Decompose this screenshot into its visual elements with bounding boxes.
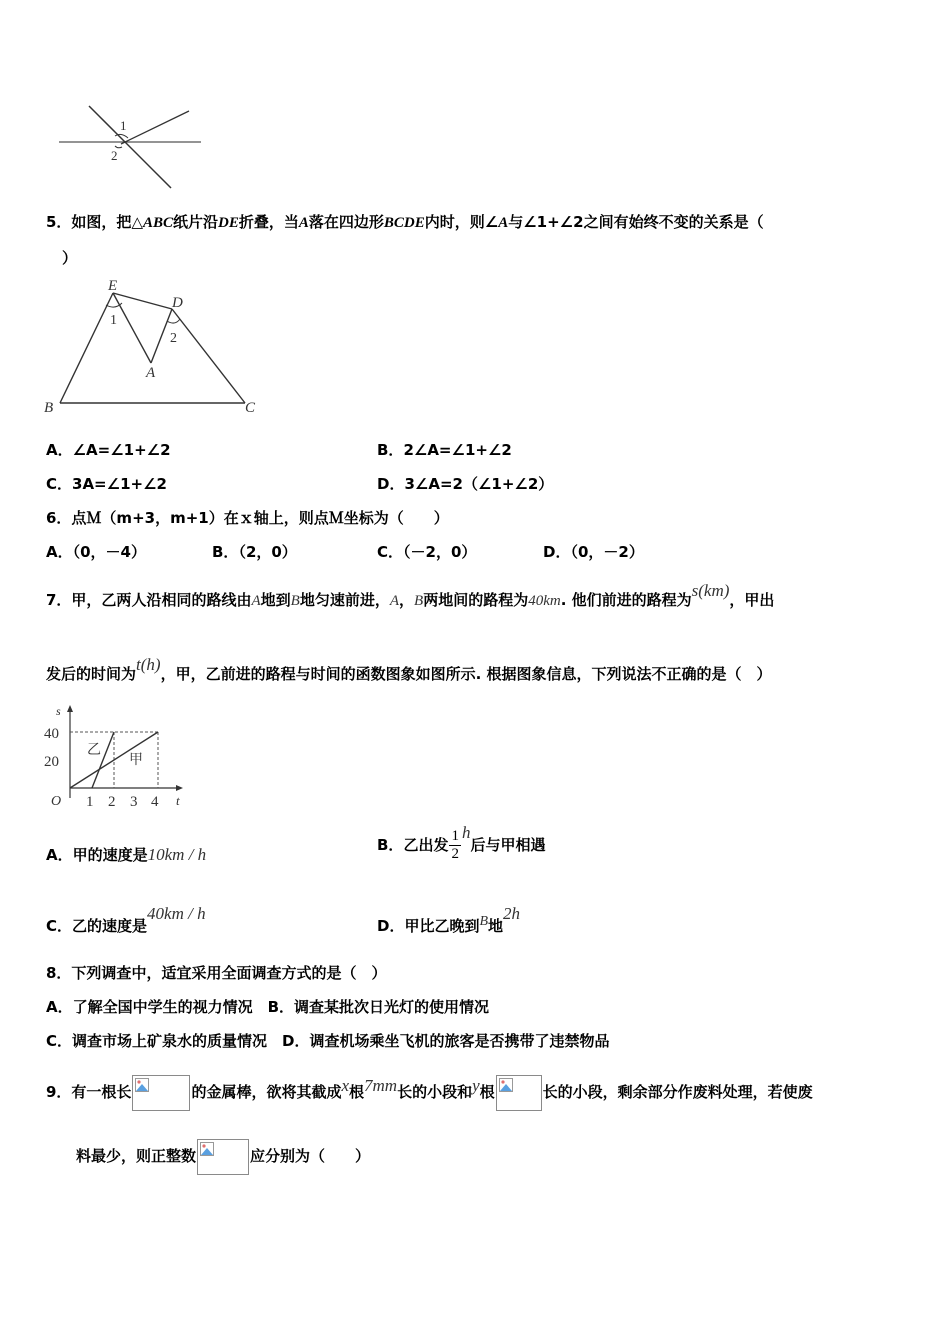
- x-tick-1: 1: [86, 794, 94, 810]
- q5-option-c[interactable]: C．3A=∠1+∠2: [46, 475, 167, 493]
- label-1: 1: [110, 313, 117, 328]
- y-axis-label: s: [56, 704, 61, 718]
- y-tick-20: 20: [44, 754, 59, 770]
- label-B: B: [44, 400, 54, 416]
- label-yi: 乙: [87, 743, 101, 758]
- q5-option-d[interactable]: D．3∠A=2（∠1+∠2）: [377, 475, 554, 493]
- q6-stem: 6．点Ｍ（m+3，m+1）在ｘ轴上，则点Ｍ坐标为（ ）: [46, 509, 449, 527]
- broken-image-length-2: [496, 1075, 542, 1111]
- q7-option-c[interactable]: C．乙的速度是40km / h: [46, 904, 206, 935]
- label-angle-2: 2: [111, 148, 118, 163]
- q7-stem-line1: 7．甲，乙两人沿相同的路线由A地到B地匀速前进，A，B两地间的路程为40km. 他们前进的路程为s(km)，甲出: [46, 581, 775, 609]
- broken-image-xy: [197, 1139, 249, 1175]
- q5-option-b[interactable]: B．2∠A=∠1+∠2: [377, 441, 512, 459]
- distance-time-graph: [40, 702, 190, 810]
- angle-figure-1: [55, 100, 210, 192]
- label-2: 2: [170, 331, 177, 346]
- label-jia: 甲: [129, 753, 143, 768]
- q5-stem: 5．如图，把△ABC纸片沿DE折叠，当A落在四边形BCDE内时，则∠A与∠1+∠2之间有始终不变的关系是（: [46, 213, 764, 231]
- label-A: A: [146, 365, 156, 381]
- steep-line: [89, 106, 171, 188]
- triangle-fold-figure: [40, 276, 270, 418]
- broken-image-length: [132, 1075, 190, 1111]
- x-tick-2: 2: [108, 794, 116, 810]
- q8-options-cd[interactable]: C．调查市场上矿泉水的质量情况 D．调查机场乘坐飞机的旅客是否携带了违禁物品: [46, 1032, 610, 1050]
- shallow-line: [121, 111, 189, 144]
- q6-option-a[interactable]: A．（0，－4）: [46, 543, 146, 561]
- q7-option-b[interactable]: B．乙出发 $\frac{1}{2}$ h后与甲相遇: [377, 823, 546, 862]
- q5-option-a[interactable]: A．∠A=∠1+∠2: [46, 441, 171, 459]
- label-E: E: [108, 278, 118, 294]
- q6-option-d[interactable]: D．（0，－2）: [543, 543, 644, 561]
- q8-stem: 8．下列调查中，适宜采用全面调查方式的是（ ）: [46, 964, 387, 982]
- q6-option-c[interactable]: C．（－2，0）: [377, 543, 477, 561]
- broken-image-icon: [200, 1142, 214, 1156]
- q5-stem-close: ）: [62, 249, 78, 267]
- label-C: C: [245, 400, 256, 416]
- q8-options-ab[interactable]: A．了解全国中学生的视力情况 B．调查某批次日光灯的使用情况: [46, 998, 490, 1016]
- broken-image-icon: [499, 1078, 513, 1092]
- broken-image-icon: [135, 1078, 149, 1092]
- x-tick-4: 4: [151, 794, 159, 810]
- origin-label: O: [51, 794, 62, 809]
- x-axis-label: t: [176, 793, 180, 808]
- y-tick-40: 40: [44, 726, 59, 742]
- q7-stem-line2: 发后的时间为t(h)，甲，乙前进的路程与时间的函数图象如图所示. 根据图象信息，下列说法不正确的是（ ）: [46, 655, 772, 683]
- label-angle-1: 1: [120, 118, 127, 133]
- q6-option-b[interactable]: B．（2，0）: [212, 543, 297, 561]
- q9-stem-line2: 料最少，则正整数 应分别为（ ）: [76, 1138, 370, 1175]
- line-yi: [92, 732, 114, 788]
- q7-option-d[interactable]: D．甲比乙晚到B地2h: [377, 904, 521, 935]
- q7-option-a[interactable]: A．甲的速度是10km / h: [46, 845, 207, 864]
- q9-stem-line1: 9．有一根长 的金属棒，欲将其截成x根7mm长的小段和y根 长的小段，剩余部分作废料处理，若使废: [46, 1074, 813, 1111]
- x-tick-3: 3: [130, 794, 138, 810]
- label-D: D: [172, 295, 183, 311]
- fraction-one-half: $\frac{1}{2}$: [451, 828, 459, 862]
